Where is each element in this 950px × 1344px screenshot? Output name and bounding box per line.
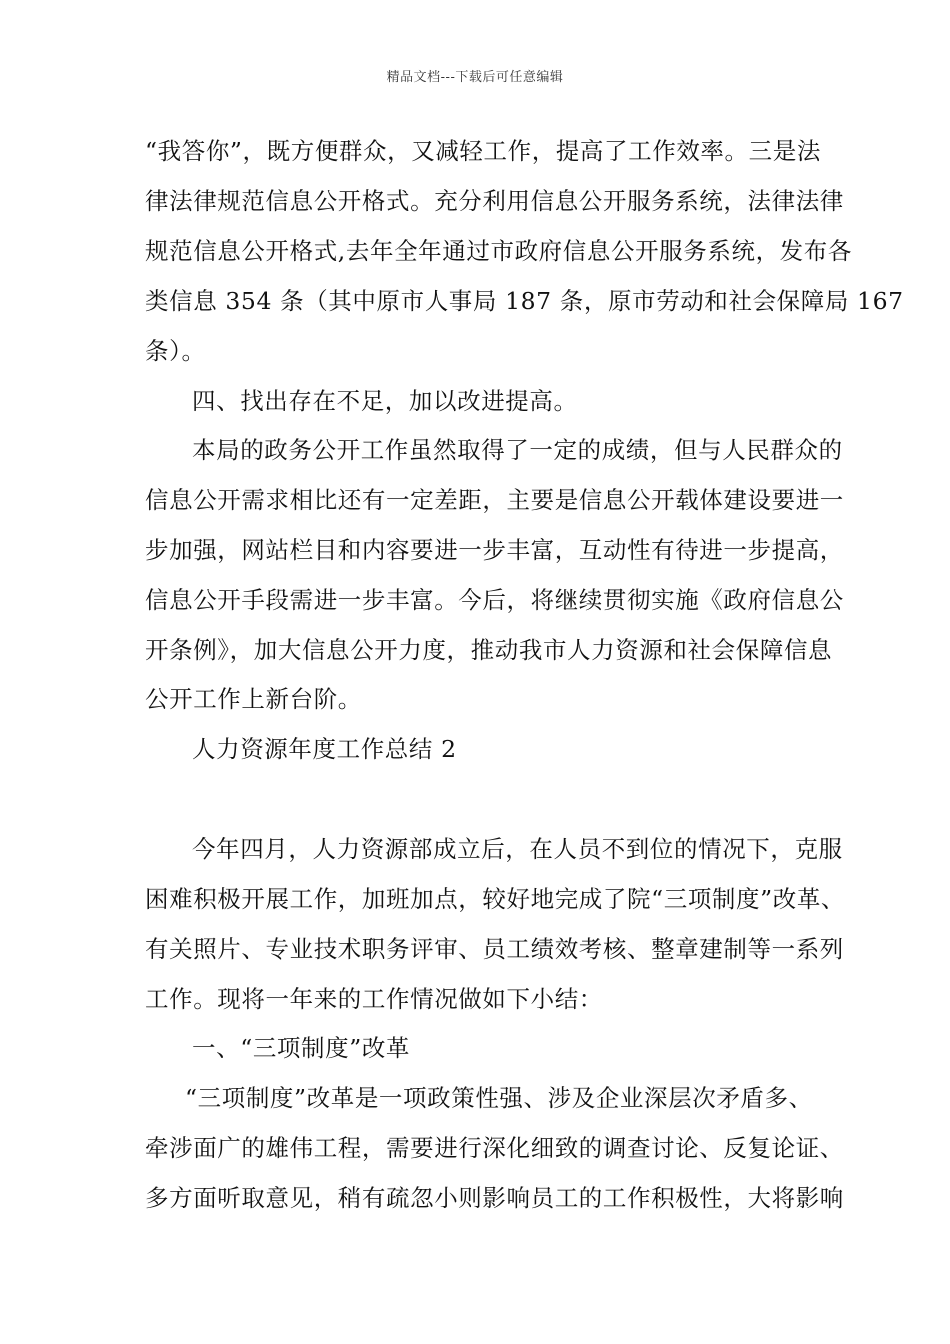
section-heading: 四、找出存在不足，加以改进提高。 bbox=[192, 387, 578, 415]
body-line: 步加强，网站栏目和内容要进一步丰富，互动性有待进一步提高， bbox=[145, 536, 844, 564]
body-line: 公开工作上新台阶。 bbox=[145, 685, 362, 713]
body-line: 条）。 bbox=[145, 337, 206, 365]
body-line: 信息公开手段需进一步丰富。今后，将继续贯彻实施《政府信息公 bbox=[145, 586, 844, 614]
body-line: 律法律规范信息公开格式。充分利用信息公开服务系统，法律法律 bbox=[145, 187, 844, 215]
body-line: “三项制度”改革是一项政策性强、涉及企业深层次矛盾多、 bbox=[185, 1084, 813, 1112]
body-line: 规范信息公开格式,去年全年通过市政府信息公开服务系统，发布各 bbox=[145, 237, 852, 265]
body-line: 本局的政务公开工作虽然取得了一定的成绩，但与人民群众的 bbox=[192, 436, 843, 464]
page-header: 精品文档---下载后可任意编辑 bbox=[386, 70, 564, 85]
document-title: 人力资源年度工作总结 2 bbox=[192, 735, 457, 763]
body-line: 困难积极开展工作，加班加点，较好地完成了院“三项制度”改革、 bbox=[145, 885, 846, 913]
body-line: 多方面听取意见，稍有疏忽小则影响员工的工作积极性，大将影响 bbox=[145, 1184, 844, 1212]
section-heading: 一、“三项制度”改革 bbox=[192, 1034, 411, 1062]
body-line: “我答你”，既方便群众，又减轻工作，提高了工作效率。三是法 bbox=[145, 137, 821, 165]
body-line: 开条例》，加大信息公开力度，推动我市人力资源和社会保障信息 bbox=[145, 636, 833, 664]
body-line: 今年四月，人力资源部成立后，在人员不到位的情况下，克服 bbox=[192, 835, 843, 863]
body-line: 牵涉面广的雄伟工程，需要进行深化细致的调查讨论、反复论证、 bbox=[145, 1134, 844, 1162]
body-line: 类信息 354 条（其中原市人事局 187 条，原市劳动和社会保障局 167 bbox=[145, 287, 904, 315]
body-line: 工作。现将一年来的工作情况做如下小结： bbox=[145, 985, 603, 1013]
body-line: 信息公开需求相比还有一定差距，主要是信息公开载体建设要进一 bbox=[145, 486, 844, 514]
body-line: 有关照片、专业技术职务评审、员工绩效考核、整章建制等一系列 bbox=[145, 935, 844, 963]
